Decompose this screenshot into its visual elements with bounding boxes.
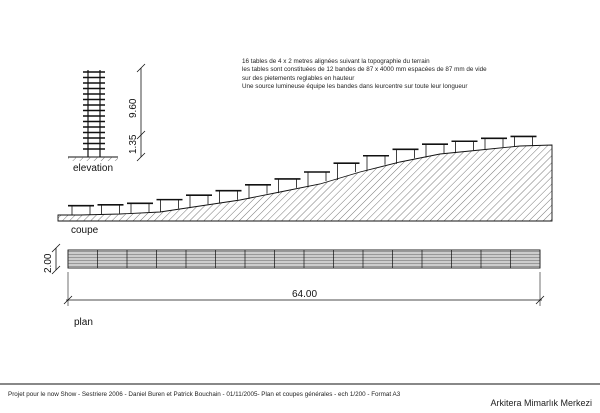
note-line: sur des pietements reglables en hauteur	[242, 74, 355, 82]
dimension-1-35: 1.35	[128, 134, 139, 154]
note-line: les tables sont constituées de 12 bandes de 87 x 4000 mm espacées de 87 mm de vide	[242, 66, 487, 74]
elevation-view	[68, 64, 145, 161]
design-notes	[242, 58, 487, 92]
dimension-64-00: 64.00	[292, 289, 318, 300]
elevation-ground-hatch	[68, 157, 118, 161]
title-block-footer: Projet pour le now Show - Sestriere 2006 - Daniel Buren et Patrick Bouchain - 01/11/2005- Plan et coupes générales - ech 1/200 - Format A3	[8, 391, 401, 398]
elevation-tower	[83, 70, 105, 157]
plan-view	[43, 244, 544, 306]
terrain-section	[58, 145, 552, 221]
label-plan: plan	[74, 317, 93, 328]
dimension-2-00: 2.00	[43, 253, 54, 273]
dimension-9-60: 9.60	[128, 98, 139, 118]
note-line: 16 tables de 4 x 2 metres alignées suivant la topographie du terrain	[242, 58, 430, 65]
label-coupe: coupe	[71, 225, 99, 236]
watermark: Arkitera Mimarlık Merkezi	[490, 398, 592, 408]
note-line: Une source lumineuse équipe les bandes dans leurcentre sur toute leur longueur	[242, 83, 468, 91]
label-elevation: elevation	[73, 163, 114, 174]
